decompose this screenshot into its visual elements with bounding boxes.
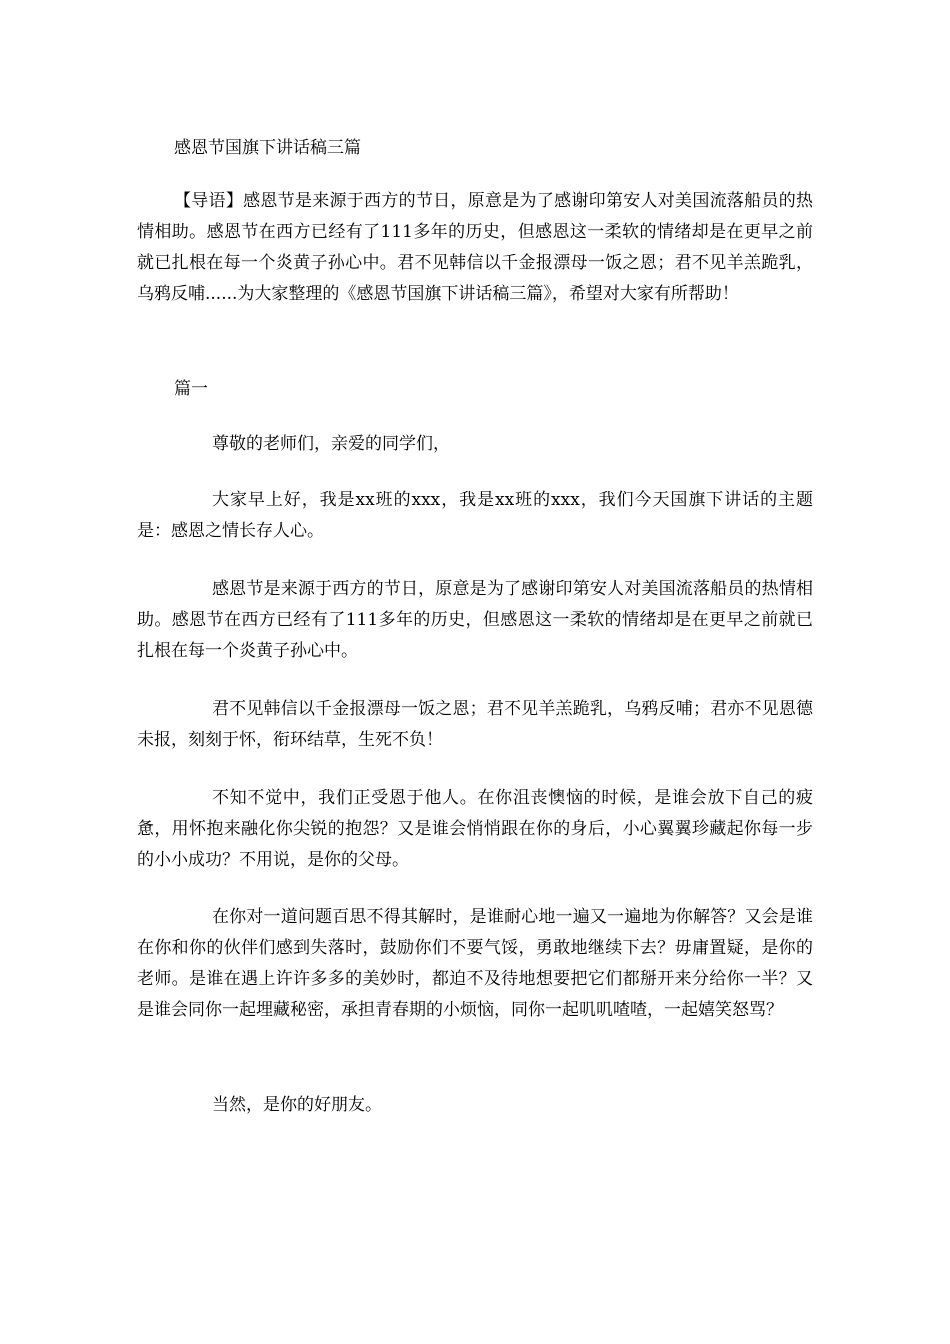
paragraph-gratitude-examples: 君不见韩信以千金报漂母一饭之恩；君不见羊羔跪乳，乌鸦反哺；君亦不见恩德未报，刻刻于怀，衔环结草，生死不负！ <box>137 699 813 750</box>
section-heading: 篇一 <box>174 379 208 399</box>
paragraph-introduction: 大家早上好，我是xx班的xxx，我是xx班的xxx，我们今天国旗下讲话的主题是：感恩之情长存人心。 <box>137 490 813 541</box>
paragraph-greeting: 尊敬的老师们，亲爱的同学们， <box>212 434 450 454</box>
intro-paragraph: 【导语】感恩节是来源于西方的节日，原意是为了感谢印第安人对美国流落船员的热情相助。感恩节在西方已经有了111多年的历史，但感恩这一柔软的情绪却是在更早之前就已扎根在每一个炎黄子孙心中。君不见韩信以千金报漂母一饭之恩；君不见羊羔跪乳，乌鸦反哺......为大家整理的《感恩节国旗下讲话稿三篇》，希望对大家有所帮助！ <box>137 191 813 304</box>
paragraph-thanksgiving-origin: 感恩节是来源于西方的节日，原意是为了感谢印第安人对美国流落船员的热情相助。感恩节在西方已经有了111多年的历史，但感恩这一柔软的情绪却是在更早之前就已扎根在每一个炎黄子孙心中。 <box>137 579 813 661</box>
paragraph-teachers-friends: 在你对一道问题百思不得其解时，是谁耐心地一遍又一遍地为你解答？又会是谁在你和你的伙伴们感到失落时，鼓励你们不要气馁，勇敢地继续下去？毋庸置疑，是你的老师。是谁在遇上许许多多的美妙时，都迫不及待地想要把它们都掰开来分给你一半？又是谁会同你一起埋藏秘密，承担青春期的小烦恼，同你一起叽叽喳喳，一起嬉笑怒骂？ <box>137 907 813 1020</box>
paragraph-good-friends: 当然，是你的好朋友。 <box>212 1095 382 1115</box>
document-title: 感恩节国旗下讲话稿三篇 <box>174 138 361 158</box>
paragraph-parents: 不知不觉中，我们正受恩于他人。在你沮丧懊恼的时候，是谁会放下自己的疲惫，用怀抱来融化你尖锐的抱怨？又是谁会悄悄跟在你的身后，小心翼翼珍藏起你每一步的小小成功？不用说，是你的父母。 <box>137 788 813 870</box>
